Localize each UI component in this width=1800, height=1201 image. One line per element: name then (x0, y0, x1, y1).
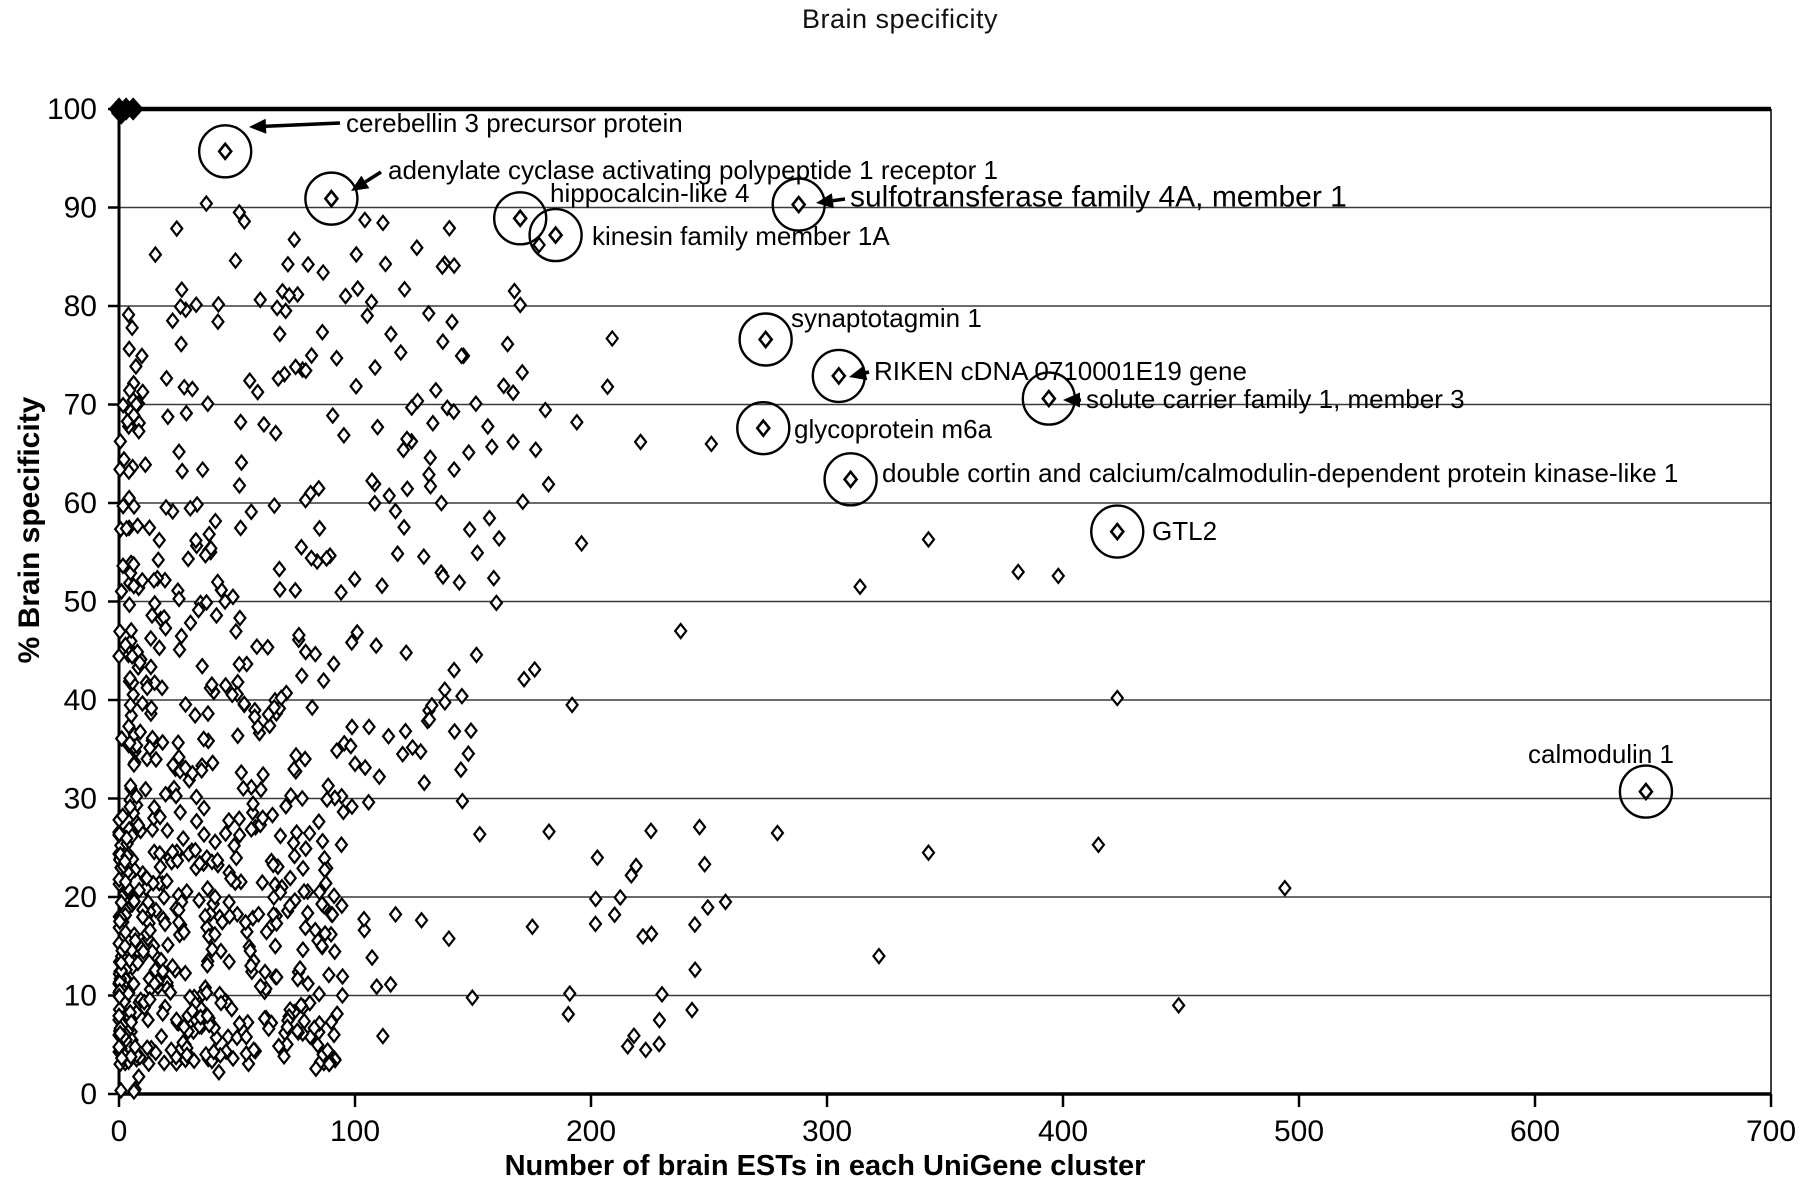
y-tick-label: 20 (63, 881, 97, 914)
annotation-arrowhead (1063, 393, 1080, 408)
annotation-label: cerebellin 3 precursor protein (346, 108, 683, 139)
y-tick-label: 100 (46, 93, 97, 126)
annotation-label: kinesin family member 1A (592, 221, 890, 252)
annotation-label: adenylate cyclase activating polypeptide 1 receptor 1 (388, 155, 998, 186)
annotation-arrow (365, 172, 381, 182)
x-tick-label: 600 (1509, 1115, 1561, 1148)
annotation-label: hippocalcin-like 4 (550, 178, 750, 209)
y-tick-label: 60 (63, 487, 97, 520)
x-tick-label: 300 (801, 1115, 853, 1148)
y-tick-label: 10 (63, 979, 97, 1013)
annotation-label: synaptotagmin 1 (791, 303, 982, 334)
x-tick-labels (111, 1115, 1796, 1148)
annotations (199, 108, 1678, 818)
annotation-label: solute carrier family 1, member 3 (1086, 384, 1465, 415)
x-tick-label: 0 (110, 1115, 128, 1148)
x-tick-label: 100 (329, 1115, 381, 1148)
annotation-label: calmodulin 1 (1528, 739, 1674, 770)
y-tick-labels (47, 93, 97, 1111)
y-tick-label: 0 (80, 1078, 97, 1111)
y-tick-label: 70 (63, 388, 97, 422)
y-tick-label: 80 (63, 290, 97, 323)
annotation-arrowhead (249, 119, 266, 134)
scatter-points-cloud (114, 213, 714, 1099)
x-tick-label: 500 (1273, 1115, 1325, 1148)
annotation-label: double cortin and calcium/calmodulin-dependent protein kinase-like 1 (882, 458, 1679, 489)
x-axis-title: Number of brain ESTs in each UniGene cluster (504, 1150, 1146, 1182)
annotation-arrow (266, 123, 340, 126)
annotation-label: sulfotransferase family 4A, member 1 (850, 180, 1347, 214)
annotation-label: glycoprotein m6a (794, 414, 992, 445)
x-tick-label: 400 (1037, 1115, 1089, 1148)
y-tick-label: 50 (63, 585, 97, 619)
y-tick-label: 40 (63, 684, 97, 717)
x-tick-label: 700 (1745, 1115, 1797, 1148)
annotation-label: GTL2 (1152, 516, 1218, 547)
annotation-arrow (865, 372, 869, 373)
y-tick-label: 30 (63, 782, 97, 816)
y-tick-label: 90 (63, 191, 97, 225)
x-tick-label: 200 (565, 1115, 617, 1148)
annotation-arrow (833, 199, 845, 201)
annotation-label: RIKEN cDNA 0710001E19 gene (874, 356, 1247, 387)
chart-title: Brain specificity (801, 4, 999, 34)
y-axis-title: % Brain specificity (13, 396, 46, 664)
scatter-points-origin-cluster (110, 99, 142, 123)
